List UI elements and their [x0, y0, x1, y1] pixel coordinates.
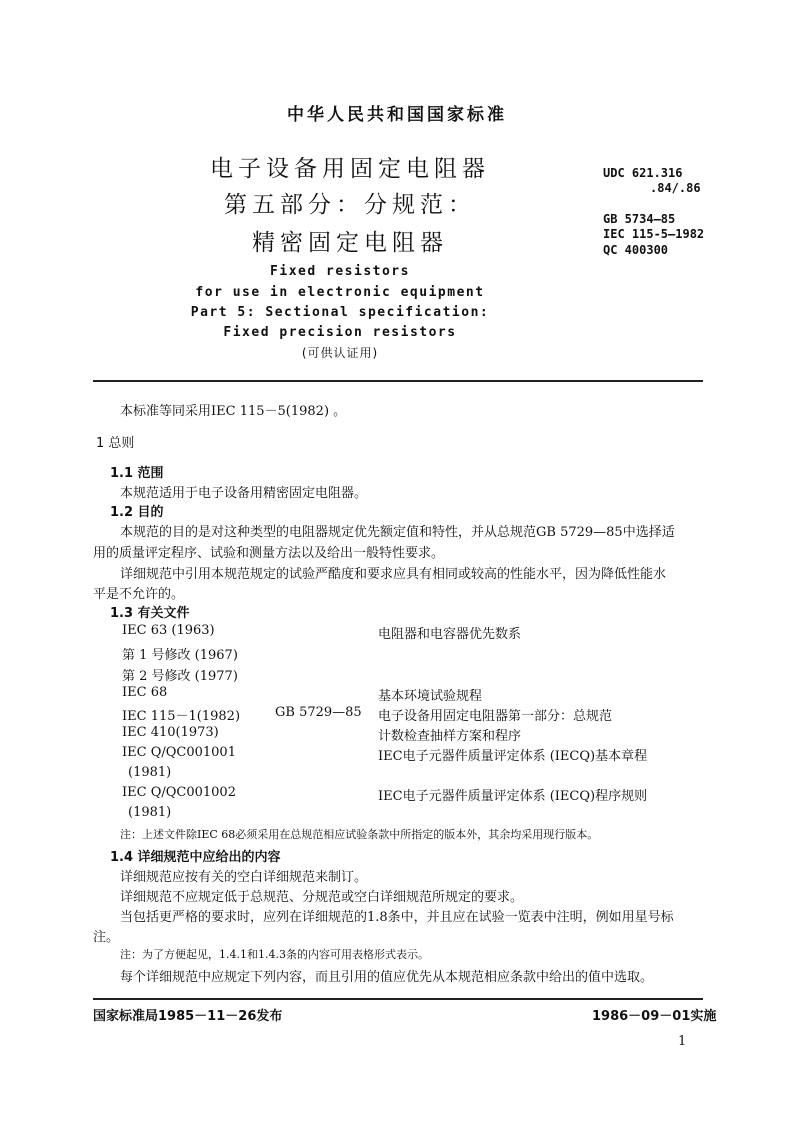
- section-1-2-para2-line1: 详细规范中引用本规范规定的试验严酷度和要求应具有相同或较高的性能水平，因为降低性能水: [120, 567, 667, 582]
- ref-right: 电子设备用固定电阻器第一部分：总规范: [378, 709, 613, 724]
- title-cn-line-2: 第五部分：分规范：: [224, 192, 476, 218]
- ref-left: IEC 410(1973): [122, 725, 219, 740]
- page-number: 1: [678, 1034, 687, 1049]
- title-en-line-4: Fixed precision resistors: [223, 325, 457, 340]
- ref-right: 电阻器和电容器优先数系: [378, 627, 522, 642]
- table-form-note: 注：为了方便起见，1.4.1和1.4.3条的内容可用表格形式表示。: [120, 948, 429, 961]
- ref-left: (1981): [128, 805, 172, 820]
- ref-mid: GB 5729—85: [275, 705, 362, 720]
- title-en-line-1: Fixed resistors: [270, 264, 410, 279]
- ref-right: IEC电子元器件质量评定体系 (IECQ)基本章程: [378, 749, 648, 764]
- ref-left: IEC Q/QC001001: [122, 745, 236, 760]
- ref-left: 第 1 号修改 (1967): [122, 648, 238, 663]
- ref-left: 第 2 号修改 (1977): [122, 669, 238, 684]
- national-standard-heading: 中华人民共和国国家标准: [287, 105, 507, 125]
- ref-left: IEC 68: [122, 685, 168, 700]
- section-1-2-para1-line1: 本规范的目的是对这种类型的电阻器规定优先额定值和特性，并从总规范GB 5729—85中选择适: [120, 525, 675, 540]
- udc-code-cont: .84/.86: [650, 181, 701, 195]
- udc-code: UDC 621.316: [603, 166, 683, 180]
- section-1-2-heading: 1.2 目的: [110, 505, 164, 520]
- section-1-heading: 1 总则: [96, 436, 135, 451]
- section-1-4-line5: 每个详细规范中应规定下列内容，而且引用的值应优先从本规范相应条款中给出的值中选取。: [120, 970, 654, 985]
- section-1-3-heading: 1.3 有关文件: [110, 606, 190, 621]
- qc-code: QC 400300: [603, 243, 669, 257]
- section-1-2-para1-line2: 用的质量评定程序、试验和测量方法以及给出一般特性要求。: [93, 546, 445, 561]
- certification-subtitle: (可供认证用): [301, 346, 379, 360]
- footer-divider: [93, 998, 703, 1000]
- ref-right: IEC电子元器件质量评定体系 (IECQ)程序规则: [378, 789, 648, 804]
- ref-right: 计数检查抽样方案和程序: [378, 729, 522, 744]
- section-1-4-line1: 详细规范应按有关的空白详细规范来制订。: [120, 870, 368, 885]
- ref-right: 基本环境试验规程: [378, 689, 483, 704]
- section-1-4-line3: 当包括更严格的要求时，应列在详细规范的1.8条中，并且应在试验一览表中注明，例如用星号标: [120, 910, 674, 925]
- ref-left: IEC 115－1(1982): [122, 709, 241, 724]
- gb-code: GB 5734—85: [603, 212, 676, 226]
- section-1-4-heading: 1.4 详细规范中应给出的内容: [110, 850, 281, 865]
- intro-paragraph: 本标准等同采用IEC 115－5(1982) 。: [120, 404, 347, 419]
- title-en-line-3: Part 5: Sectional specification:: [190, 305, 490, 320]
- references-note: 注：上述文件除IEC 68必须采用在总规范相应试验条款中所指定的版本外，其余均采用现行版本。: [120, 828, 599, 841]
- section-1-4-line4: 注。: [93, 930, 120, 945]
- section-1-1-heading: 1.1 范围: [110, 466, 164, 481]
- header-divider: [93, 380, 703, 382]
- ref-left: IEC 63 (1963): [122, 623, 215, 638]
- iec-code: IEC 115-5—1982: [603, 227, 705, 241]
- title-cn-line-3: 精密固定电阻器: [252, 230, 448, 256]
- section-1-4-line2: 详细规范不应规定低于总规范、分规范或空白详细规范所规定的要求。: [120, 890, 524, 905]
- section-1-2-para2-line2: 平是不允许的。: [93, 587, 185, 602]
- title-en-line-2: for use in electronic equipment: [195, 285, 485, 300]
- issued-by-date: 国家标准局1985－11－26发布: [93, 1009, 283, 1024]
- ref-left: IEC Q/QC001002: [122, 785, 236, 800]
- effective-date: 1986－09－01实施: [592, 1009, 717, 1024]
- section-1-1-text: 本规范适用于电子设备用精密固定电阻器。: [120, 486, 368, 501]
- ref-left: (1981): [128, 765, 172, 780]
- title-cn-line-1: 电子设备用固定电阻器: [210, 156, 490, 182]
